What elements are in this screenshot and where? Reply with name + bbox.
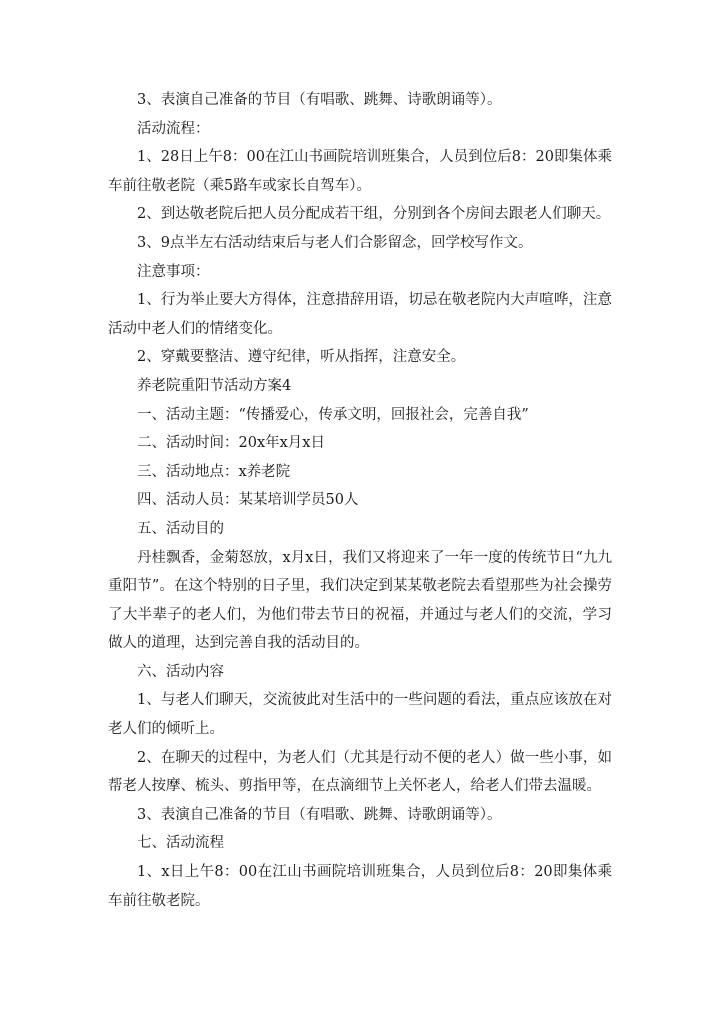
- paragraph-content-2: 2、在聊天的过程中，为老人们（尤其是行动不便的老人）做一些小事，如帮老人按摩、梳头、剪指甲等，在点滴细节上关怀老人，给老人们带去温暖。: [108, 749, 612, 795]
- paragraph-purpose-body: 丹桂飘香，金菊怒放，x月x日，我们又将迎来了一年一度的传统节日“九九重阳节”。在这个特别的日子里，我们决定到某某敬老院去看望那些为社会操劳了大半辈子的老人们，为他们带去节日的祝福，并通过与老人们的交流，学习做人的道理，达到完善自我的活动目的。: [108, 549, 612, 652]
- paragraph-flow-step-3: 3、9点半左右活动结束后与老人们合影留念，回学校写作文。: [137, 234, 533, 251]
- paragraph-flow-step-2: 2、到达敬老院后把人员分配成若干组，分别到各个房间去跟老人们聊天。: [137, 206, 611, 223]
- paragraph-location: 三、活动地点：x养老院: [137, 463, 291, 480]
- document-body: [108, 86, 612, 915]
- paragraph-flow-step-1: 1、28日上午8：00在江山书画院培训班集合，人员到位后8：20即集体乘车前往敬老院（乘5路车或家长自驾车）。: [108, 149, 612, 194]
- paragraph-plan-4-title: 养老院重阳节活动方案4: [137, 377, 292, 394]
- paragraph-flow-heading: 七、活动流程: [137, 835, 224, 852]
- paragraph-theme: 一、活动主题：“传播爱心，传承文明，回报社会，完善自我”: [137, 406, 529, 423]
- paragraph-participants: 四、活动人员：某某培训学员50人: [137, 492, 359, 509]
- paragraph-note-1: 1、行为举止要大方得体，注意措辞用语，切忌在敬老院内大声喧哗，注意活动中老人们的情绪变化。: [108, 292, 612, 337]
- paragraph-perform-program: 3、表演自己准备的节目（有唱歌、跳舞、诗歌朗诵等）。: [137, 92, 502, 108]
- paragraph-time: 二、活动时间：20x年x月x日: [137, 435, 325, 452]
- paragraph-purpose-heading: 五、活动目的: [137, 520, 224, 537]
- paragraph-activity-flow-heading: 活动流程：: [137, 120, 210, 137]
- paragraph-note-2: 2、穿戴要整洁、遵守纪律，听从指挥，注意安全。: [137, 349, 466, 366]
- paragraph-content-3: 3、表演自己准备的节目（有唱歌、跳舞、诗歌朗诵等）。: [137, 806, 502, 823]
- paragraph-notes-heading: 注意事项：: [137, 263, 210, 280]
- paragraph-flow-detail-1: 1、x日上午8：00在江山书画院培训班集合，人员到位后8：20即集体乘车前往敬老院。: [108, 864, 612, 909]
- paragraph-content-heading: 六、活动内容: [137, 663, 224, 680]
- paragraph-content-1: 1、与老人们聊天，交流彼此对生活中的一些问题的看法，重点应该放在对老人们的倾听上。: [108, 692, 612, 738]
